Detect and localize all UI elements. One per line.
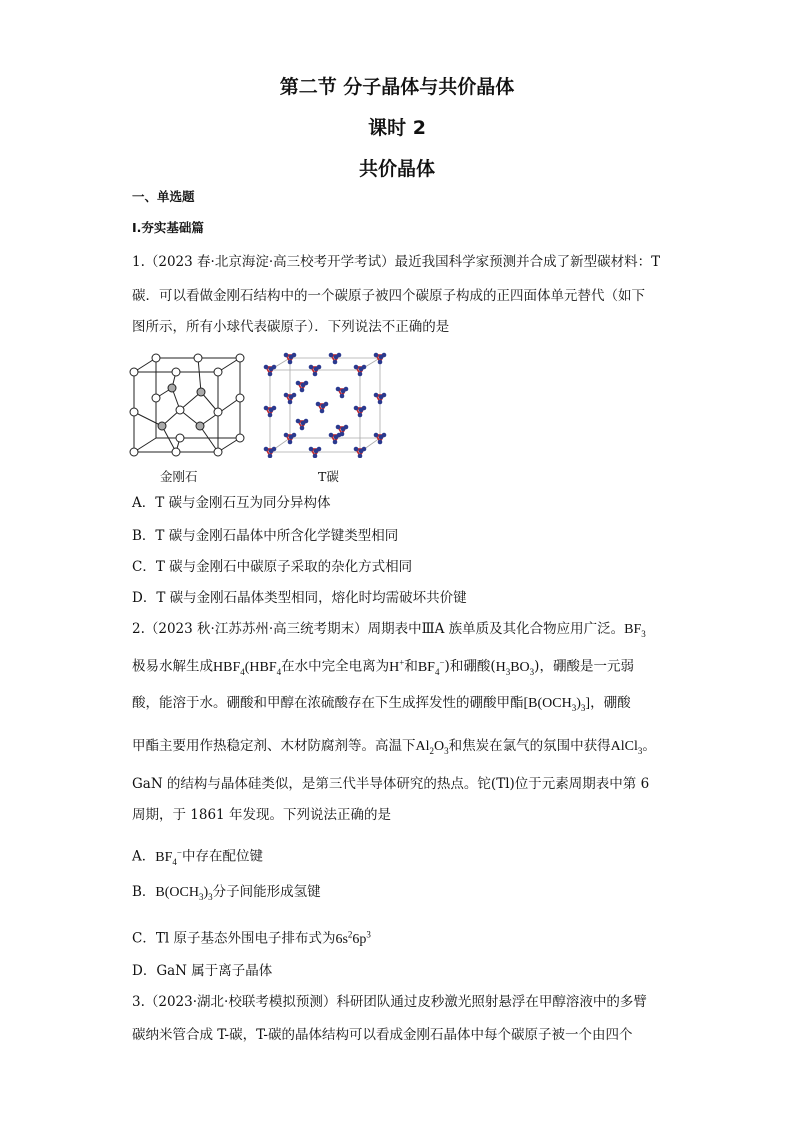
q1-stem-line2: 碳．可以看做金刚石结构中的一个碳原子被四个碳原子构成的正四面体单元替代（如下 (132, 288, 645, 304)
section-title: 第二节 分子晶体与共价晶体 (279, 76, 515, 98)
t-carbon-unit (329, 433, 342, 445)
q2-stem-line5: GaN 的结构与晶体硅类似，是第三代半导体研究的热点。铊(Tl)位于元素周期表中第 6 (132, 776, 650, 792)
q1-option-a: A．T 碳与金刚石互为同分异构体 (132, 495, 331, 511)
t-carbon-unit (374, 433, 387, 445)
caption-diamond: 金刚石 (160, 469, 198, 484)
t-carbon-unit (336, 387, 349, 399)
t-carbon-unit (374, 393, 387, 405)
q2-option-d: D．GaN 属于离子晶体 (132, 963, 273, 979)
t-carbon-unit (354, 406, 367, 418)
diamond-structure-figure (128, 352, 246, 458)
q2-option-b: B．$B(OCH_3)_3$分子间能形成氢键 (132, 884, 321, 902)
formula-trimethyl-borate: $[B(OCH_3)_3]$ (523, 696, 591, 713)
formula-bf3: $BF_3$ (624, 622, 646, 639)
question-type-heading: 一、单选题 (132, 189, 195, 204)
t-carbon-unit (329, 353, 342, 365)
t-carbon-unit (284, 353, 297, 365)
q2-stem-line1 (132, 620, 646, 643)
q1-option-c: C．T 碳与金刚石中碳原子采取的杂化方式相同 (132, 559, 413, 575)
formula-hbf4: $HBF_4$ (213, 659, 245, 677)
t-carbon-structure-figure (262, 352, 390, 458)
q2-option-a: A．$BF_4^-$中存在配位键 (132, 847, 263, 867)
formula-al2o3: $Al_2O_3$ (415, 739, 449, 756)
part-heading: Ⅰ.夯实基础篇 (132, 220, 204, 235)
q1-option-b: B．T 碳与金刚石晶体中所含化学键类型相同 (132, 528, 399, 544)
lesson-title: 课时 2 (368, 117, 426, 139)
formula-h-plus: H+ (389, 657, 405, 675)
t-carbon-unit (284, 433, 297, 445)
formula-h3bo3: $H_3BO_3$ (495, 659, 535, 677)
t-carbon-unit (374, 353, 387, 365)
t-carbon-unit (316, 402, 329, 414)
q3-stem-line1: 3.（2023·湖北·校联考模拟预测）科研团队通过皮秒激光照射悬浮在甲醇溶液中的多臂 (132, 994, 647, 1010)
t-carbon-unit (354, 365, 367, 377)
q3-stem-line2: 碳纳米管合成 T-碳，T-碳的晶体结构可以看成金刚石晶体中每个碳原子被一个由四个 (132, 1027, 633, 1043)
q2-stem-line3: 酸，能溶于水。硼酸和甲醇在浓硫酸存在下生成挥发性的硼酸甲酯$[B(OCH_3)_3]$，硼酸 (132, 695, 631, 713)
t-carbon-unit (296, 419, 309, 431)
q2-option-c: C．Tl 原子基态外围电子排布式为$6s^26p^3$ (132, 929, 371, 947)
formula-bf4-minus: $BF_4^-$ (417, 657, 445, 677)
t-carbon-unit (264, 406, 277, 418)
q1-option-d: D．T 碳与金刚石晶体类型相同，熔化时均需破坏共价键 (132, 590, 467, 606)
t-carbon-unit (296, 381, 309, 393)
q2-stem-line2: 极易水解生成$HBF_4(HBF_4$在水中完全电离为H+和$BF_4^-$)和硼酸$(H_3BO_3)$，硼酸是一元弱 (132, 657, 634, 677)
formula-alcl3: AlCl$_3$ (610, 739, 643, 756)
t-carbon-unit (309, 365, 322, 377)
topic-title: 共价晶体 (358, 158, 435, 180)
q1-stem-line3: 图所示，所有小球代表碳原子）．下列说法不正确的是 (132, 319, 450, 335)
caption-t-carbon: T碳 (318, 469, 339, 484)
q1-stem-line1: 1.（2023 春·北京海淀·高三校考开学考试）最近我国科学家预测并合成了新型碳材料：T (132, 254, 661, 270)
q2-stem-line6: 周期，于 1861 年发现。下列说法正确的是 (132, 807, 391, 823)
q2-stem-line4: 甲酯主要用作热稳定剂、木材防腐剂等。高温下$Al_2O_3$和焦炭在氯气的氛围中获得AlCl$_3$。 (132, 738, 656, 756)
q2-text: 2.（2023 秋·江苏苏州·高三统考期末）周期表中ⅢA 族单质及其化合物应用广泛。 (132, 621, 625, 637)
t-carbon-unit (284, 393, 297, 405)
t-carbon-unit (264, 365, 277, 377)
